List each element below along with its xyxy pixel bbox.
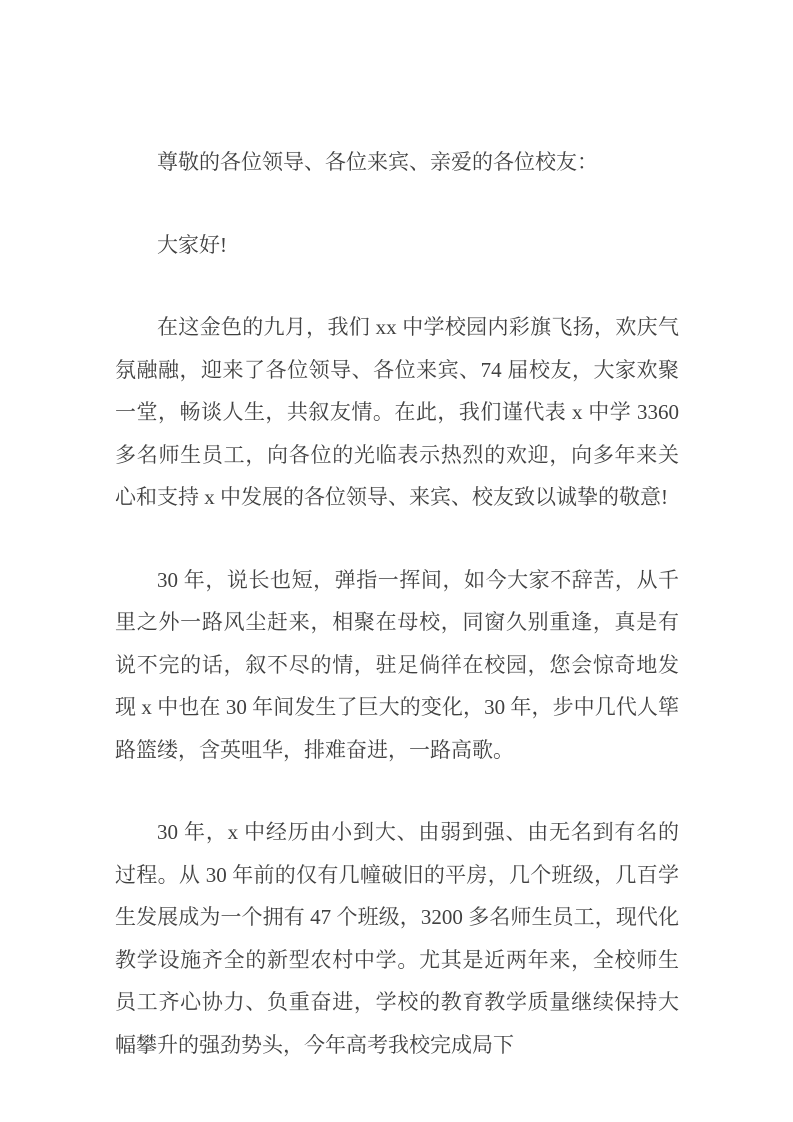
- paragraph-thirty-years-reunion: 30 年，说长也短，弹指一挥间，如今大家不辞苦，从千里之外一路风尘赶来，相聚在母校，同窗久别重逢，真是有说不完的话，叙不尽的情，驻足倘徉在校园，您会惊奇地发现 x 中也在 30 年间发生了巨大的变化，30 年，步中几代人筚路篮缕，含英咀华，排难奋进，一路高歌。: [115, 567, 679, 762]
- paragraph-school-growth: 30 年，x 中经历由小到大、由弱到强、由无名到有名的过程。从 30 年前的仅有几幢破旧的平房，几个班级，几百学生发展成为一个拥有 47 个班级，3200 多名师生员工，现代化教学设施齐全的新型农村中学。尤其是近两年来，全校师生员工齐心协力、负重奋进，学校的教育教学质量继续保持大幅攀升的强劲势头，今年高考我校完成局下: [115, 820, 679, 1057]
- speech-body: [115, 141, 679, 1066]
- paragraph-welcome: 在这金色的九月，我们 xx 中学校园内彩旗飞扬，欢庆气氛融融，迎来了各位领导、各位来宾、74 届校友，大家欢聚一堂，畅谈人生，共叙友情。在此，我们谨代表 x 中学 3360 多名师生员工，向各位的光临表示热烈的欢迎，向多年来关心和支持 x 中发展的各位领导、来宾、校友致以诚挚的敬意!: [115, 315, 679, 509]
- paragraph-greeting: 大家好!: [157, 232, 227, 257]
- paragraph-salutation: 尊敬的各位领导、各位来宾、亲爱的各位校友：: [157, 150, 598, 174]
